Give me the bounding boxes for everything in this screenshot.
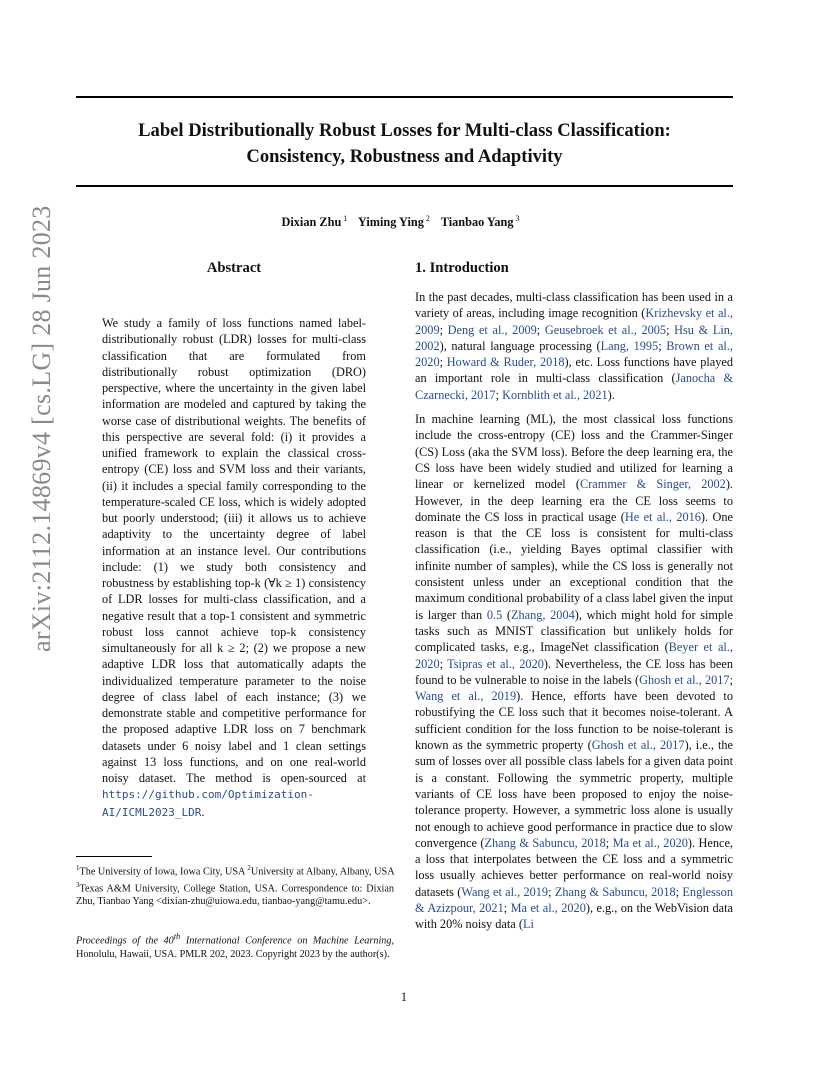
paragraph-text: ). Nevertheless, the CE loss has been found to be vulnerable to noise in the labels ( — [415, 656, 733, 687]
citation-link[interactable]: 0.5 — [486, 607, 503, 622]
citation-link[interactable]: Ghosh et al., 2017 — [639, 672, 730, 687]
abstract-body — [102, 315, 366, 821]
top-rule — [76, 96, 733, 98]
paragraph-text: ; — [439, 656, 448, 671]
affiliations-footnote — [76, 862, 394, 908]
citation-link[interactable]: Brown et al., 2020 — [415, 338, 733, 370]
abstract-heading: Abstract — [206, 260, 262, 276]
author-name: Dixian Zhu — [281, 215, 342, 229]
citation-link[interactable]: Englesson & Azizpour, 2021 — [415, 884, 733, 915]
paragraph-text: ), which might hold for simple tasks such as MNIST classification but unlikely holds for complicated tasks, e.g., ImageNet classification ( — [415, 607, 734, 655]
author-affiliation-mark: 3 — [515, 214, 520, 223]
paragraph-text: ; — [439, 322, 448, 337]
introduction-paragraph-2 — [415, 411, 733, 933]
citation-link[interactable]: Lang, 1995 — [600, 338, 659, 353]
citation-link[interactable]: Geusebroek et al., 2005 — [544, 322, 667, 337]
citation-link[interactable]: Ghosh et al., 2017 — [591, 738, 685, 753]
title-line-2: Consistency, Robustness and Adaptivity — [246, 146, 563, 167]
proceedings-venue: Proceedings of the 40 — [76, 935, 174, 947]
paper-title — [76, 118, 733, 170]
citation-link[interactable]: Li — [522, 917, 534, 932]
footnote-text: Texas A&M University, College Station, USA. Correspondence to: Dixian Zhu, Tianbao Yang <dixian-zhu@uiowa.edu, tianbao-yang@tamu.edu>. — [76, 882, 394, 908]
footnote-rule — [76, 856, 152, 857]
citation-link[interactable]: Howard & Ruder, 2018 — [446, 355, 565, 370]
paragraph-text: ( — [502, 607, 511, 622]
citation-link[interactable]: Kornblith et al., 2021 — [502, 387, 608, 402]
paragraph-text: ). Hence, a loss that interpolates between the CE loss and a symmetric loss usually achieves better performance on real-world noisy datasets ( — [415, 835, 733, 899]
citation-link[interactable]: Hsu & Lin, 2002 — [415, 322, 733, 353]
paragraph-text: ; — [729, 672, 733, 687]
paragraph-text: ). — [607, 387, 615, 402]
arxiv-identifier: arXiv:2112.14869v4 [cs.LG] 28 Jun 2023 — [27, 205, 56, 652]
paragraph-text: ; — [666, 322, 675, 337]
paragraph-text: ; — [495, 387, 503, 402]
author-affiliation-mark: 2 — [425, 214, 430, 223]
page-number: 1 — [400, 990, 408, 1004]
citation-link[interactable]: Crammer & Singer, 2002 — [580, 477, 726, 492]
paragraph-text: ; — [605, 835, 613, 850]
paragraph-text: ), e.g., on the WebVision data with 20% noisy data ( — [415, 900, 733, 932]
abstract-end: . — [201, 804, 205, 819]
proceedings-ordinal: th — [173, 931, 181, 941]
author-name: Tianbao Yang — [440, 215, 514, 229]
paragraph-text: ), i.e., the sum of losses over all possible class labels for a given data point is a constant. Following the symmetric property, multiple variants of CE loss have been proposed to enjoy the noise-tolerance property. However, a symmetric loss alone is usually not enough to achieve good performance in practice due to slow convergence ( — [415, 738, 733, 850]
paragraph-text: In machine learning (ML), the most classical loss functions include the cross-entropy (CE) loss and the Crammer-Singer (CS) Loss (aka the SVM loss). Before the deep learning era, the CS loss have been widely studied and utilized for learning a linear or kernelized model ( — [415, 412, 733, 492]
title-line-1: Label Distributionally Robust Losses for Multi-class Classification: — [138, 120, 671, 141]
citation-link[interactable]: Janocha & Czarnecki, 2017 — [415, 371, 734, 402]
author-name: Yiming Ying — [357, 215, 424, 229]
citation-link[interactable]: Beyer et al., 2020 — [415, 640, 733, 671]
paragraph-text: ), etc. Loss functions have played an important role in multi-class classification ( — [415, 355, 733, 386]
bottom-title-rule — [76, 185, 733, 187]
proceedings-note — [76, 930, 394, 961]
introduction-paragraph-1 — [415, 289, 733, 403]
citation-link[interactable]: Zhang, 2004 — [510, 607, 575, 622]
citation-link[interactable]: Deng et al., 2009 — [447, 322, 537, 337]
citation-link[interactable]: Zhang & Sabuncu, 2018 — [484, 835, 606, 850]
paragraph-text: ; — [548, 884, 555, 899]
paragraph-text: ; — [503, 900, 511, 915]
citation-link[interactable]: Ma et al., 2020 — [612, 835, 688, 850]
citation-link[interactable]: Krizhevsky et al., 2009 — [415, 306, 733, 337]
introduction-heading: 1. Introduction — [415, 260, 509, 276]
author-list — [76, 214, 733, 230]
citation-link[interactable]: Tsipras et al., 2020 — [447, 656, 544, 671]
paragraph-text: ). However, in the deep learning era the CE loss seems to dominate the CS loss in practical usage ( — [415, 477, 733, 524]
citation-link[interactable]: Ma et al., 2020 — [510, 900, 586, 915]
footnote-text: University at Albany, Albany, USA — [250, 866, 394, 878]
paragraph-text: ), natural language processing ( — [439, 338, 601, 353]
citation-link[interactable]: Zhang & Sabuncu, 2018 — [554, 884, 676, 899]
paragraph-text: In the past decades, multi-class classification has been used in a variety of areas, including image recognition ( — [415, 290, 733, 321]
abstract-text: We study a family of loss functions named label-distributionally robust (LDR) losses for multi-class classification that are formulated from distributionally robust optimization (DRO) perspective, where the uncertainty in the given label information are modeled and captured by taking the worse case of distributional weights. The benefits of this perspective are several fold: (i) it provides a unified framework to explain the classical cross-entropy (CE) loss and SVM loss and their variants, (ii) it includes a special family corresponding to the temperature-scaled CE loss, which is widely adopted but poorly understood; (iii) it allows us to achieve adaptivity to the uncertainty degree of label information at an instance level. Our contributions include: (1) we study both consistency and robustness by establishing top-k (∀k ≥ 1) consistency of LDR losses for multi-class classification, and a negative result that a top-1 consistent and symmetric robust loss cannot achieve top-k consistency simultaneously for all k ≥ 2; (2) we propose a new adaptive LDR loss that automatically adapts the individualized temperature parameter to the noise degree of class label of each instance; (3) we demonstrate stable and competitive performance for the proposed adaptive LDR loss on 7 benchmark datasets under 6 noisy label and 1 clean settings against 13 loss functions, and on one real-world noisy dataset. The method is open-sourced at — [102, 316, 366, 785]
paragraph-text: ; — [675, 884, 683, 899]
paragraph-text: ; — [536, 322, 545, 337]
paragraph-text: ). One reason is that the CE loss is consistent for multi-class classification (i.e., yielding Bayes optimal classifier with infinite number of samples), while the CS loss is generally not consistent unless under an exceptional condition that the maximum conditional probability of a class label given the input is larger than — [415, 509, 733, 622]
footnote-mark: 3 — [76, 880, 80, 889]
citation-link[interactable]: Wang et al., 2019 — [415, 689, 517, 704]
proceedings-venue-rest: International Conference on Machine Learning — [180, 935, 392, 947]
footnote-mark: 2 — [247, 864, 251, 872]
footnote-text: The University of Iowa, Iowa City, USA — [79, 866, 248, 878]
citation-link[interactable]: He et al., 2016 — [624, 509, 701, 524]
paragraph-text: ; — [439, 355, 447, 370]
citation-link[interactable]: Wang et al., 2019 — [461, 884, 549, 899]
footnote-mark: 1 — [76, 864, 80, 872]
code-repository-link[interactable]: https://github.com/Optimization-AI/ICML2023_LDR — [102, 788, 314, 819]
introduction-body — [415, 289, 733, 941]
paragraph-text: ; — [658, 338, 667, 353]
proceedings-details: , Honolulu, Hawaii, USA. PMLR 202, 2023. Copyright 2023 by the author(s). — [76, 935, 395, 960]
paragraph-text: ). Hence, efforts have been devoted to robustifying the CE loss such that it becomes noise-tolerant. A sufficient condition for the loss function to be noise-tolerant is known as the symmetric property ( — [415, 689, 733, 753]
author-affiliation-mark: 1 — [343, 214, 348, 223]
